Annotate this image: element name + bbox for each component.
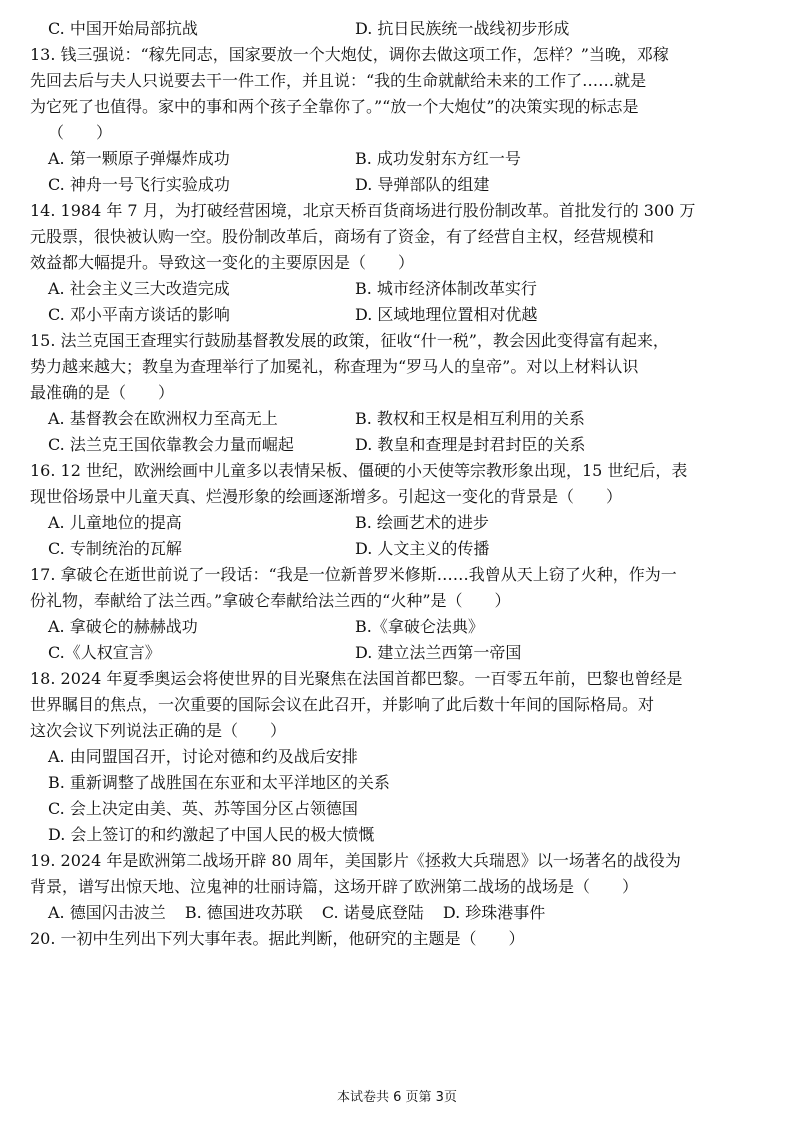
page-footer: 本试卷共 6 页第 3页 [337,1090,457,1105]
question-16-line: 现世俗场景中儿童天真、烂漫形象的绘画逐渐增多。引起这一变化的背景是（ ） [30,487,623,506]
question-20 [30,926,770,952]
question-19-line: 19. 2024 年是欧洲第二战场开辟 80 周年，美国影片《拯救大兵瑞恩》以一场著名的战役为 [30,851,681,870]
question-13-line: 13. 钱三强说：“稼先同志，国家要放一个大炮仗，调你去做这项工作，怎样？”当晚，邓稼 [30,45,669,64]
q16-option-d: D. 人文主义的传播 [355,539,490,558]
question-17-line: 17. 拿破仑在逝世前说了一段话：“我是一位新普罗米修斯……我曾从天上窃了火种，作为一 [30,565,677,584]
question-17-options-ab [30,614,770,640]
q13-option-a: A. 第一颗原子弹爆炸成功 [48,149,230,168]
q12-options-cd [30,16,770,42]
q13-option-d: D. 导弹部队的组建 [355,175,490,194]
q19-option-d: D. 珍珠港事件 [442,903,546,922]
question-16-line: 16. 12 世纪，欧洲绘画中儿童多以表情呆板、僵硬的小天使等宗教形象出现，15 世纪后，表 [30,461,688,480]
q17-option-c: C.《人权宣言》 [48,643,161,662]
q19-option-a: A. 德国闪击波兰 [48,903,166,922]
question-14-line: 14. 1984 年 7 月，为打破经营困境，北京天桥百货商场进行股份制改革。首批发行的 300 万 [30,201,696,220]
question-13-line: 先回去后与夫人只说要去干一件工作，并且说：“我的生命就献给未来的工作了……就是 [30,71,647,90]
question-15-options-ab [30,406,770,432]
question-14-line: 效益都大幅提升。导致这一变化的主要原因是（ ） [30,253,415,272]
question-14-options-cd [30,302,770,328]
q13-option-c: C. 神舟一号飞行实验成功 [48,175,230,194]
question-14 [30,198,770,328]
question-19-options [30,900,770,926]
question-13-options-cd [30,172,770,198]
exam-page [30,16,770,952]
q18-option-c: C. 会上决定由美、英、苏等国分区占领德国 [48,799,358,818]
q12-option-d: D. 抗日民族统一战线初步形成 [355,19,570,38]
question-15-line: 15. 法兰克国王查理实行鼓励基督教发展的政策，征收“什一税”，教会因此变得富有起来， [30,331,669,350]
question-18-line: 世界瞩目的焦点，一次重要的国际会议在此召开，并影响了此后数十年间的国际格局。对 [30,695,655,714]
question-14-options-ab [30,276,770,302]
question-14-line: 元股票，很快被认购一空。股份制改革后，商场有了资金，有了经营自主权，经营规模和 [30,227,655,246]
q14-option-c: C. 邓小平南方谈话的影响 [48,305,230,324]
q14-option-d: D. 区域地理位置相对优越 [355,305,538,324]
q14-option-b: B. 城市经济体制改革实行 [355,279,537,298]
question-19-line: 背景，谱写出惊天地、泣鬼神的壮丽诗篇，这场开辟了欧洲第二战场的战场是（ ） [30,877,639,896]
question-15 [30,328,770,458]
question-19 [30,848,770,926]
q18-option-b: B. 重新调整了战胜国在东亚和太平洋地区的关系 [48,773,390,792]
q15-option-c: C. 法兰克王国依靠教会力量而崛起 [48,435,294,454]
q17-option-d: D. 建立法兰西第一帝国 [355,643,522,662]
q16-option-b: B. 绘画艺术的进步 [355,513,489,532]
q12-option-c: C. 中国开始局部抗战 [48,19,198,38]
question-18 [30,666,770,848]
q18-option-d: D. 会上签订的和约激起了中国人民的极大愤慨 [48,825,375,844]
q15-option-b: B. 教权和王权是相互利用的关系 [355,409,585,428]
question-17-line: 份礼物，奉献给了法兰西。”拿破仑奉献给法兰西的“火种”是（ ） [30,591,511,610]
q17-option-a: A. 拿破仑的赫赫战功 [48,617,198,636]
question-13-options-ab [30,146,770,172]
question-15-options-cd [30,432,770,458]
q16-option-c: C. 专制统治的瓦解 [48,539,182,558]
q19-option-b: B. 德国进攻苏联 [184,903,303,922]
q15-option-d: D. 教皇和查理是封君封臣的关系 [355,435,586,454]
question-13-answer-blank: （ ） [48,123,113,142]
q17-option-b: B.《拿破仑法典》 [355,617,484,636]
question-15-line: 势力越来越大；教皇为查理举行了加冕礼，称查理为“罗马人的皇帝”。对以上材料认识 [30,357,639,376]
question-17-options-cd [30,640,770,666]
question-16 [30,458,770,562]
q19-option-c: C. 诺曼底登陆 [321,903,424,922]
question-20-line: 20. 一初中生列出下列大事年表。据此判断，他研究的主题是（ ） [30,929,525,948]
q15-option-a: A. 基督教会在欧洲权力至高无上 [48,409,278,428]
question-17 [30,562,770,666]
question-15-line: 最准确的是（ ） [30,383,175,402]
question-13-line: 为它死了也值得。家中的事和两个孩子全靠你了。”“放一个大炮仗”的决策实现的标志是 [30,97,639,116]
q18-option-a: A. 由同盟国召开，讨论对德和约及战后安排 [48,747,358,766]
q13-option-b: B. 成功发射东方红一号 [355,149,521,168]
q14-option-a: A. 社会主义三大改造完成 [48,279,230,298]
question-16-options-cd [30,536,770,562]
question-13 [30,42,770,198]
question-18-line: 18. 2024 年夏季奥运会将使世界的目光聚焦在法国首都巴黎。一百零五年前，巴黎也曾经是 [30,669,683,688]
question-18-line: 这次会议下列说法正确的是（ ） [30,721,287,740]
q16-option-a: A. 儿童地位的提高 [48,513,182,532]
question-16-options-ab [30,510,770,536]
